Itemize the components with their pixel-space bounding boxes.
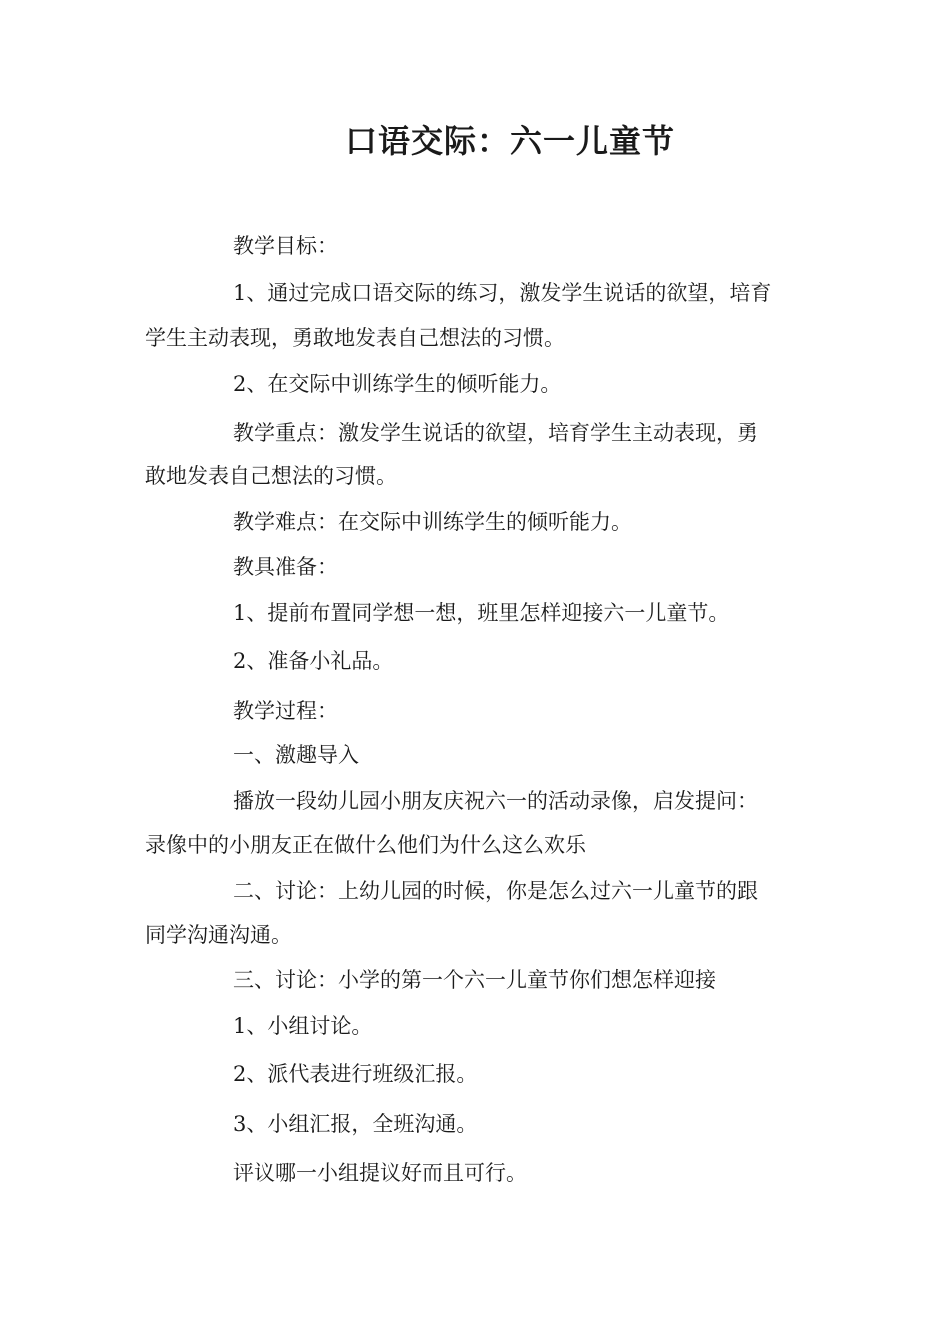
text-line: 学生主动表现，勇敢地发表自己想法的习惯。 [145, 326, 565, 350]
text-line: 2、在交际中训练学生的倾听能力。 [233, 372, 562, 396]
text-line: 播放一段幼儿园小朋友庆祝六一的活动录像，启发提问： [233, 789, 758, 813]
text-line: 教学过程： [233, 699, 338, 723]
document-title: 口语交际：六一儿童节 [344, 122, 675, 160]
text-line: 3、小组汇报，全班沟通。 [233, 1112, 478, 1136]
text-line: 2、准备小礼品。 [233, 649, 394, 673]
text-line: 一、激趣导入 [233, 743, 359, 767]
text-line: 敢地发表自己想法的习惯。 [145, 464, 397, 488]
text-line: 2、派代表进行班级汇报。 [233, 1062, 478, 1086]
text-line: 录像中的小朋友正在做什么他们为什么这么欢乐 [145, 833, 586, 857]
text-line: 二、讨论：上幼儿园的时候，你是怎么过六一儿童节的跟 [233, 879, 758, 903]
text-line: 1、通过完成口语交际的练习，激发学生说话的欲望，培育 [233, 281, 772, 305]
text-line: 教学目标： [233, 234, 338, 258]
text-line: 教学重点：激发学生说话的欲望，培育学生主动表现，勇 [233, 421, 758, 445]
text-line: 教学难点：在交际中训练学生的倾听能力。 [233, 510, 632, 534]
text-line: 评议哪一小组提议好而且可行。 [233, 1161, 527, 1185]
text-line: 1、提前布置同学想一想，班里怎样迎接六一儿童节。 [233, 601, 730, 625]
text-line: 教具准备： [233, 555, 338, 579]
text-line: 三、讨论：小学的第一个六一儿童节你们想怎样迎接 [233, 968, 716, 992]
text-line: 1、小组讨论。 [233, 1014, 373, 1038]
text-line: 同学沟通沟通。 [145, 923, 292, 947]
